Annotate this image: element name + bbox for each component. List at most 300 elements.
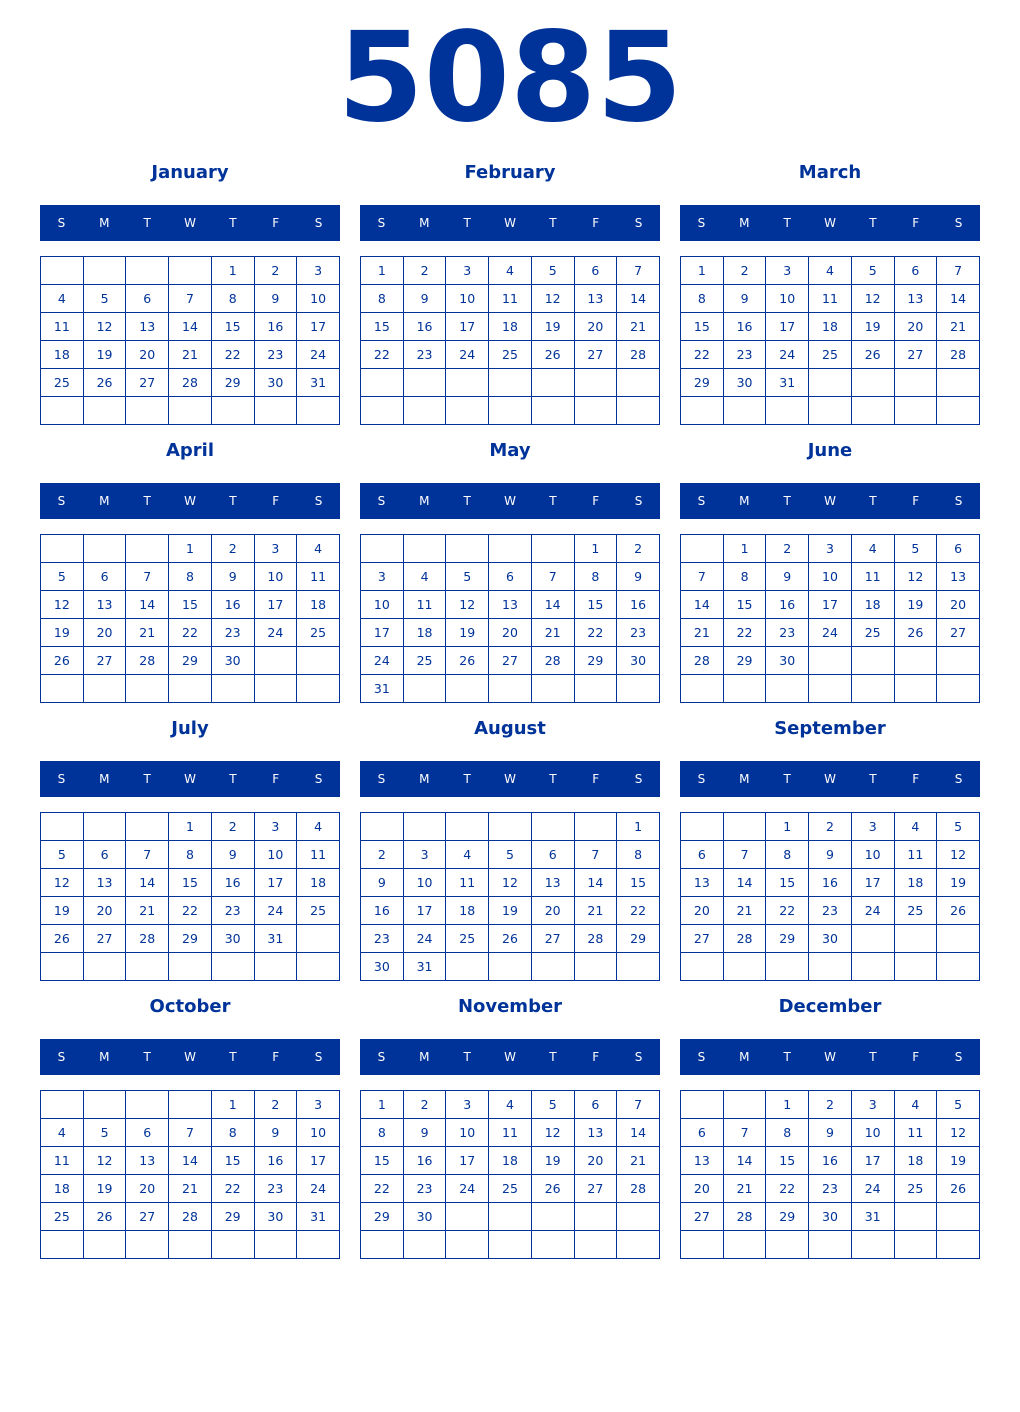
weekday-label: S <box>314 1050 323 1064</box>
day-cell: 25 <box>41 369 84 397</box>
day-cell: 25 <box>446 925 489 953</box>
day-cell: 30 <box>809 1203 852 1231</box>
weekday-label: M <box>419 772 430 786</box>
empty-day-cell <box>403 813 446 841</box>
day-cell: 11 <box>489 1119 532 1147</box>
weekday-label: M <box>739 772 750 786</box>
day-cell: 21 <box>617 1147 660 1175</box>
empty-day-cell <box>851 925 894 953</box>
day-cell: 22 <box>211 1175 254 1203</box>
day-cell: 27 <box>894 341 937 369</box>
empty-day-cell <box>809 675 852 703</box>
week-row <box>41 285 340 313</box>
day-cell: 10 <box>809 563 852 591</box>
day-cell: 21 <box>169 1175 212 1203</box>
day-cell: 17 <box>446 313 489 341</box>
empty-day-cell <box>809 1231 852 1259</box>
week-row <box>41 341 340 369</box>
day-grid <box>40 1090 340 1259</box>
empty-day-cell <box>723 1091 766 1119</box>
empty-day-cell <box>574 813 617 841</box>
month-name: September <box>774 718 886 739</box>
weekday-label: S <box>377 494 386 508</box>
day-cell: 9 <box>211 563 254 591</box>
day-cell: 25 <box>297 897 340 925</box>
day-cell: 13 <box>894 285 937 313</box>
day-cell: 31 <box>766 369 809 397</box>
day-cell: 12 <box>489 869 532 897</box>
day-cell: 11 <box>403 591 446 619</box>
weekday-label: F <box>912 772 920 786</box>
day-cell: 11 <box>446 869 489 897</box>
day-cell: 25 <box>41 1203 84 1231</box>
day-cell: 16 <box>403 1147 446 1175</box>
day-cell: 7 <box>169 1119 212 1147</box>
empty-day-cell <box>617 675 660 703</box>
day-cell: 24 <box>446 1175 489 1203</box>
day-cell: 21 <box>126 619 169 647</box>
weekday-label: T <box>463 772 471 786</box>
week-row <box>681 1231 980 1259</box>
weekday-header <box>40 1039 340 1075</box>
weekday-label: M <box>419 216 430 230</box>
day-cell: 26 <box>83 1203 126 1231</box>
day-cell: 27 <box>681 1203 724 1231</box>
day-cell: 24 <box>446 341 489 369</box>
week-row <box>681 369 980 397</box>
day-cell: 29 <box>169 925 212 953</box>
day-cell: 26 <box>41 647 84 675</box>
empty-day-cell <box>681 953 724 981</box>
weekday-label: S <box>697 216 706 230</box>
day-cell: 13 <box>126 1147 169 1175</box>
weekday-label: S <box>954 772 963 786</box>
day-cell: 7 <box>723 841 766 869</box>
week-row <box>681 1091 980 1119</box>
day-cell: 22 <box>766 897 809 925</box>
weekday-header <box>680 205 980 241</box>
day-cell: 3 <box>403 841 446 869</box>
weekday-label: M <box>739 1050 750 1064</box>
day-cell: 3 <box>809 535 852 563</box>
week-row <box>41 813 340 841</box>
empty-day-cell <box>126 257 169 285</box>
day-cell: 20 <box>894 313 937 341</box>
day-cell: 26 <box>489 925 532 953</box>
day-cell: 18 <box>446 897 489 925</box>
week-row <box>41 397 340 425</box>
day-cell: 2 <box>723 257 766 285</box>
weekday-label: S <box>57 1050 66 1064</box>
day-cell: 3 <box>446 257 489 285</box>
weekday-label: F <box>592 216 600 230</box>
weekday-label: T <box>783 772 791 786</box>
day-cell: 23 <box>254 1175 297 1203</box>
day-cell: 26 <box>937 897 980 925</box>
day-cell: 26 <box>446 647 489 675</box>
weekday-label: T <box>229 494 237 508</box>
day-cell: 28 <box>169 369 212 397</box>
day-cell: 6 <box>894 257 937 285</box>
week-row <box>41 953 340 981</box>
day-cell: 26 <box>531 341 574 369</box>
day-cell: 20 <box>937 591 980 619</box>
day-cell: 14 <box>937 285 980 313</box>
week-row <box>41 591 340 619</box>
day-cell: 18 <box>894 1147 937 1175</box>
weekday-label: S <box>697 1050 706 1064</box>
weekday-label: S <box>377 1050 386 1064</box>
weekday-header <box>360 1039 660 1075</box>
week-row <box>681 397 980 425</box>
empty-day-cell <box>574 1231 617 1259</box>
week-row <box>681 619 980 647</box>
weekday-label: F <box>912 1050 920 1064</box>
empty-day-cell <box>254 647 297 675</box>
day-cell: 9 <box>766 563 809 591</box>
day-cell: 30 <box>809 925 852 953</box>
empty-day-cell <box>894 675 937 703</box>
empty-day-cell <box>83 675 126 703</box>
empty-day-cell <box>489 953 532 981</box>
month-name: April <box>165 440 215 461</box>
day-cell: 23 <box>766 619 809 647</box>
day-cell: 6 <box>531 841 574 869</box>
day-cell: 24 <box>297 341 340 369</box>
day-cell: 29 <box>169 647 212 675</box>
empty-day-cell <box>723 953 766 981</box>
day-cell: 10 <box>254 563 297 591</box>
day-cell: 26 <box>894 619 937 647</box>
day-cell: 27 <box>681 925 724 953</box>
empty-day-cell <box>169 675 212 703</box>
day-cell: 16 <box>403 313 446 341</box>
day-cell: 29 <box>617 925 660 953</box>
weekday-label: W <box>504 216 516 230</box>
day-cell: 25 <box>851 619 894 647</box>
day-cell: 12 <box>83 313 126 341</box>
day-cell: 14 <box>617 285 660 313</box>
empty-day-cell <box>681 675 724 703</box>
empty-day-cell <box>169 1091 212 1119</box>
day-cell: 17 <box>254 869 297 897</box>
day-cell: 30 <box>723 369 766 397</box>
day-cell: 4 <box>446 841 489 869</box>
weekday-label: S <box>57 216 66 230</box>
empty-day-cell <box>851 675 894 703</box>
day-cell: 19 <box>41 897 84 925</box>
week-row <box>361 341 660 369</box>
empty-day-cell <box>489 675 532 703</box>
weekday-label: T <box>783 216 791 230</box>
day-cell: 17 <box>851 1147 894 1175</box>
week-row <box>361 1203 660 1231</box>
empty-day-cell <box>937 397 980 425</box>
day-cell: 1 <box>681 257 724 285</box>
weekday-label: T <box>869 494 877 508</box>
empty-day-cell <box>531 1231 574 1259</box>
empty-day-cell <box>809 397 852 425</box>
day-cell: 22 <box>169 897 212 925</box>
day-cell: 2 <box>254 257 297 285</box>
day-cell: 9 <box>254 285 297 313</box>
day-cell: 23 <box>809 897 852 925</box>
day-cell: 22 <box>211 341 254 369</box>
week-row <box>681 257 980 285</box>
week-row <box>681 1175 980 1203</box>
day-cell: 12 <box>937 841 980 869</box>
day-cell: 19 <box>531 313 574 341</box>
weekday-label: T <box>869 772 877 786</box>
day-cell: 20 <box>574 313 617 341</box>
day-cell: 3 <box>254 535 297 563</box>
day-cell: 29 <box>574 647 617 675</box>
week-row <box>361 563 660 591</box>
day-cell: 3 <box>766 257 809 285</box>
day-cell: 30 <box>617 647 660 675</box>
day-cell: 12 <box>937 1119 980 1147</box>
day-cell: 18 <box>41 1175 84 1203</box>
day-cell: 28 <box>937 341 980 369</box>
day-cell: 20 <box>531 897 574 925</box>
weekday-header <box>680 761 980 797</box>
day-cell: 31 <box>403 953 446 981</box>
empty-day-cell <box>489 535 532 563</box>
empty-day-cell <box>297 925 340 953</box>
empty-day-cell <box>531 953 574 981</box>
day-cell: 8 <box>361 1119 404 1147</box>
day-cell: 24 <box>254 619 297 647</box>
empty-day-cell <box>766 397 809 425</box>
empty-day-cell <box>851 1231 894 1259</box>
empty-day-cell <box>297 397 340 425</box>
day-cell: 23 <box>809 1175 852 1203</box>
day-cell: 14 <box>126 869 169 897</box>
week-row <box>681 535 980 563</box>
weekday-label: T <box>463 216 471 230</box>
empty-day-cell <box>809 953 852 981</box>
day-cell: 22 <box>361 1175 404 1203</box>
day-cell: 22 <box>361 341 404 369</box>
week-row <box>681 813 980 841</box>
empty-day-cell <box>297 953 340 981</box>
day-cell: 30 <box>403 1203 446 1231</box>
empty-day-cell <box>169 1231 212 1259</box>
week-row <box>41 1091 340 1119</box>
empty-day-cell <box>681 535 724 563</box>
weekday-label: T <box>229 772 237 786</box>
weekday-label: T <box>229 1050 237 1064</box>
day-cell: 21 <box>937 313 980 341</box>
day-cell: 11 <box>894 841 937 869</box>
day-cell: 7 <box>531 563 574 591</box>
weekday-header <box>360 761 660 797</box>
weekday-label: M <box>99 772 110 786</box>
day-cell: 29 <box>723 647 766 675</box>
day-cell: 10 <box>297 1119 340 1147</box>
weekday-label: W <box>504 1050 516 1064</box>
day-cell: 3 <box>851 813 894 841</box>
day-cell: 7 <box>126 563 169 591</box>
day-cell: 25 <box>403 647 446 675</box>
day-cell: 22 <box>617 897 660 925</box>
month-name: March <box>798 162 862 183</box>
empty-day-cell <box>574 1203 617 1231</box>
day-cell: 31 <box>297 369 340 397</box>
day-cell: 10 <box>766 285 809 313</box>
week-row <box>41 869 340 897</box>
day-cell: 10 <box>851 841 894 869</box>
weekday-label: M <box>419 494 430 508</box>
weekday-label: S <box>634 494 643 508</box>
day-cell: 15 <box>766 869 809 897</box>
day-cell: 14 <box>723 1147 766 1175</box>
weekday-label: F <box>272 494 280 508</box>
day-cell: 29 <box>211 369 254 397</box>
day-cell: 13 <box>489 591 532 619</box>
weekday-label: M <box>99 1050 110 1064</box>
empty-day-cell <box>809 369 852 397</box>
empty-day-cell <box>681 1091 724 1119</box>
day-grid <box>680 534 980 703</box>
day-cell: 31 <box>361 675 404 703</box>
day-cell: 2 <box>809 1091 852 1119</box>
day-cell: 9 <box>254 1119 297 1147</box>
weekday-label: S <box>314 494 323 508</box>
empty-day-cell <box>681 397 724 425</box>
weekday-label: T <box>549 772 557 786</box>
day-grid <box>40 534 340 703</box>
day-cell: 1 <box>361 257 404 285</box>
empty-day-cell <box>41 1091 84 1119</box>
day-cell: 5 <box>531 1091 574 1119</box>
day-cell: 8 <box>574 563 617 591</box>
weekday-label: S <box>377 772 386 786</box>
empty-day-cell <box>41 953 84 981</box>
empty-day-cell <box>894 925 937 953</box>
weekday-header <box>360 483 660 519</box>
empty-day-cell <box>126 397 169 425</box>
empty-day-cell <box>894 1203 937 1231</box>
empty-day-cell <box>723 397 766 425</box>
day-cell: 13 <box>681 869 724 897</box>
empty-day-cell <box>531 369 574 397</box>
day-cell: 19 <box>937 1147 980 1175</box>
weekday-label: T <box>143 772 151 786</box>
day-cell: 1 <box>169 535 212 563</box>
day-cell: 5 <box>83 1119 126 1147</box>
week-row <box>41 1119 340 1147</box>
empty-day-cell <box>766 675 809 703</box>
weekday-label: T <box>869 216 877 230</box>
empty-day-cell <box>937 675 980 703</box>
empty-day-cell <box>681 1231 724 1259</box>
weekday-label: S <box>314 216 323 230</box>
day-cell: 26 <box>937 1175 980 1203</box>
day-cell: 4 <box>403 563 446 591</box>
day-cell: 9 <box>211 841 254 869</box>
day-cell: 7 <box>617 1091 660 1119</box>
day-cell: 14 <box>617 1119 660 1147</box>
day-cell: 15 <box>211 313 254 341</box>
day-cell: 22 <box>766 1175 809 1203</box>
day-cell: 14 <box>169 313 212 341</box>
day-cell: 10 <box>297 285 340 313</box>
day-cell: 1 <box>574 535 617 563</box>
day-cell: 5 <box>41 841 84 869</box>
day-grid <box>40 256 340 425</box>
day-cell: 23 <box>254 341 297 369</box>
weekday-header <box>680 483 980 519</box>
year-title: 5085 <box>337 6 683 150</box>
day-cell: 7 <box>574 841 617 869</box>
weekday-header <box>40 483 340 519</box>
week-row <box>41 897 340 925</box>
day-cell: 6 <box>681 1119 724 1147</box>
empty-day-cell <box>723 813 766 841</box>
day-cell: 6 <box>83 841 126 869</box>
day-cell: 11 <box>297 563 340 591</box>
week-row <box>361 535 660 563</box>
empty-day-cell <box>851 647 894 675</box>
empty-day-cell <box>531 1203 574 1231</box>
day-cell: 21 <box>723 1175 766 1203</box>
week-row <box>681 313 980 341</box>
day-cell: 8 <box>361 285 404 313</box>
day-cell: 5 <box>851 257 894 285</box>
day-cell: 20 <box>126 341 169 369</box>
empty-day-cell <box>83 535 126 563</box>
day-cell: 24 <box>851 1175 894 1203</box>
week-row <box>41 257 340 285</box>
day-cell: 20 <box>83 897 126 925</box>
day-cell: 25 <box>894 897 937 925</box>
empty-day-cell <box>297 1231 340 1259</box>
day-cell: 7 <box>681 563 724 591</box>
empty-day-cell <box>403 1231 446 1259</box>
weekday-label: T <box>783 1050 791 1064</box>
day-cell: 18 <box>403 619 446 647</box>
day-cell: 13 <box>83 869 126 897</box>
day-cell: 2 <box>403 1091 446 1119</box>
day-cell: 21 <box>574 897 617 925</box>
week-row <box>681 953 980 981</box>
day-cell: 6 <box>937 535 980 563</box>
empty-day-cell <box>446 953 489 981</box>
day-cell: 5 <box>531 257 574 285</box>
day-cell: 11 <box>809 285 852 313</box>
day-cell: 2 <box>809 813 852 841</box>
day-cell: 23 <box>211 619 254 647</box>
empty-day-cell <box>851 369 894 397</box>
day-cell: 24 <box>766 341 809 369</box>
weekday-label: F <box>912 216 920 230</box>
month-name: November <box>457 996 563 1017</box>
weekday-label: M <box>419 1050 430 1064</box>
day-cell: 12 <box>894 563 937 591</box>
empty-day-cell <box>446 369 489 397</box>
empty-day-cell <box>894 953 937 981</box>
empty-day-cell <box>574 397 617 425</box>
day-cell: 14 <box>531 591 574 619</box>
week-row <box>361 1119 660 1147</box>
weekday-header <box>40 761 340 797</box>
day-cell: 12 <box>531 1119 574 1147</box>
day-cell: 2 <box>617 535 660 563</box>
day-cell: 11 <box>489 285 532 313</box>
day-cell: 28 <box>723 1203 766 1231</box>
day-cell: 1 <box>169 813 212 841</box>
